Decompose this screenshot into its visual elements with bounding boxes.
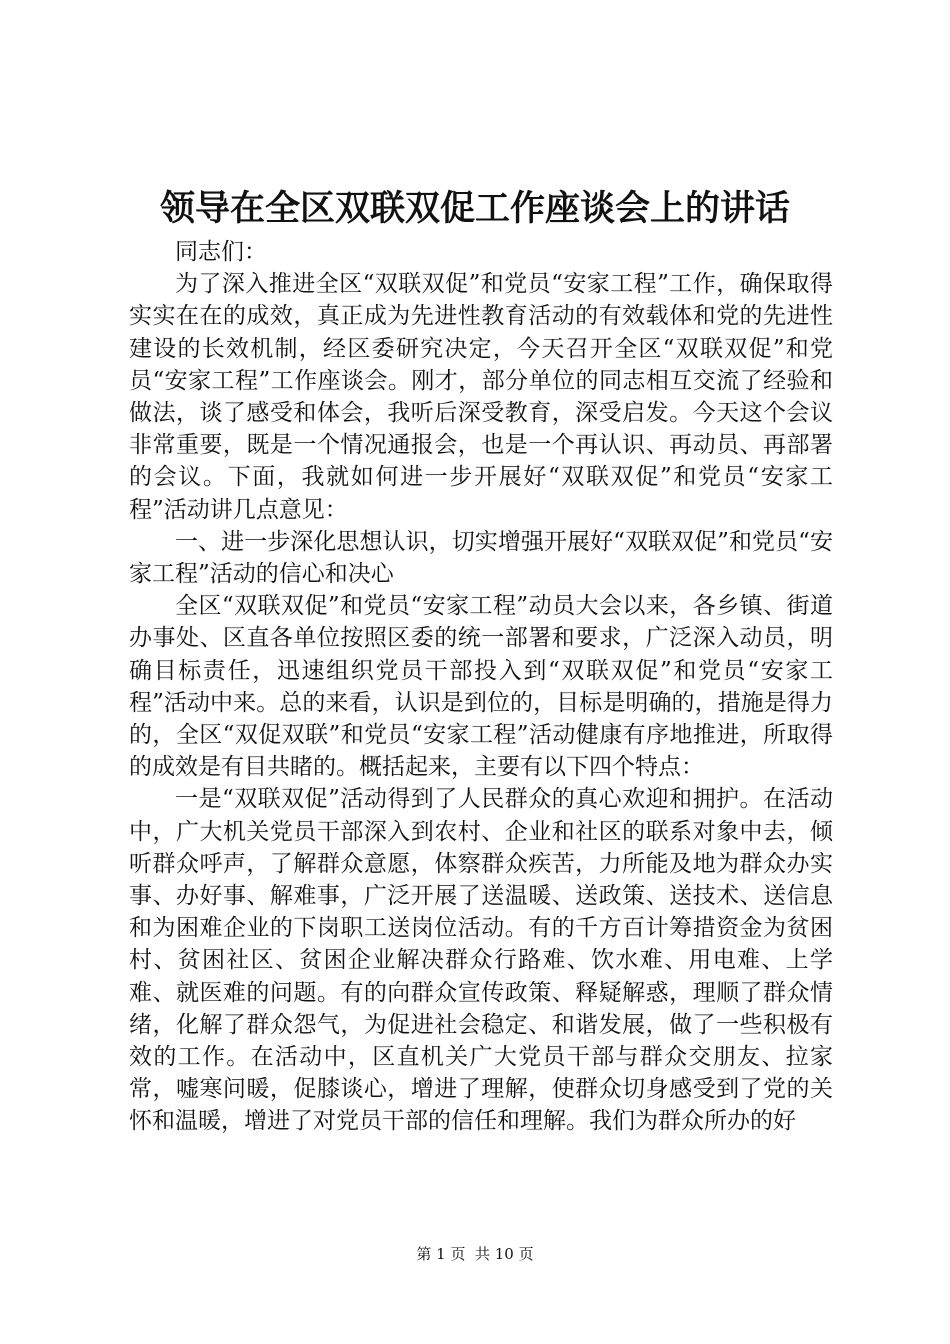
salutation-paragraph: 同志们： (175, 239, 267, 265)
page-number-footer: 第 1 页 共 10 页 (416, 1245, 534, 1263)
document-body (129, 236, 833, 1138)
document-title: 领导在全区双联双促工作座谈会上的讲话 (159, 188, 790, 229)
body-paragraph: 全区“双联双促”和党员“安家工程”动员大会以来，各乡镇、街道办事处、区直各单位按照区委的统一部署和要求，广泛深入动员，明确目标责任，迅速组织党员干部投入到“双联双促”和党员“安家工程”活动中来。总的来看，认识是到位的，目标是明确的，措施是得力的，全区“双促双联”和党员“安家工程”活动健康有序地推进，所取得的成效是有目共睹的。概括起来，主要有以下四个特点： (129, 593, 833, 781)
intro-paragraph: 为了深入推进全区“双联双促”和党员“安家工程”工作，确保取得实实在在的成效，真正成为先进性教育活动的有效载体和党的先进性建设的长效机制，经区委研究决定，今天召开全区“双联双促”和党员“安家工程”工作座谈会。刚才，部分单位的同志相互交流了经验和做法，谈了感受和体会，我听后深受教育，深受启发。今天这个会议非常重要，既是一个情况通报会，也是一个再认识、再动员、再部署的会议。下面，我就如何进一步开展好“双联双促”和党员“安家工程”活动讲几点意见： (129, 271, 833, 523)
body-paragraph: 一是“双联双促”活动得到了人民群众的真心欢迎和拥护。在活动中，广大机关党员干部深入到农村、企业和社区的联系对象中去，倾听群众呼声，了解群众意愿，体察群众疾苦，力所能及地为群众办实事、办好事、解难事，广泛开展了送温暖、送政策、送技术、送信息和为困难企业的下岗职工送岗位活动。有的千方百计筹措资金为贫困村、贫困社区、贫困企业解决群众行路难、饮水难、用电难、上学难、就医难的问题。有的向群众宣传政策、释疑解惑，理顺了群众情绪，化解了群众怨气，为促进社会稳定、和谐发展，做了一些积极有效的工作。在活动中，区直机关广大党员干部与群众交朋友、拉家常，嘘寒问暖，促膝谈心，增进了理解，使群众切身感受到了党的关怀和温暖，增进了对党员干部的信任和理解。我们为群众所办的好 (129, 786, 833, 1135)
section-heading-paragraph: 一、进一步深化思想认识，切实增强开展好“双联双促”和党员“安家工程”活动的信心和决心 (129, 528, 833, 588)
